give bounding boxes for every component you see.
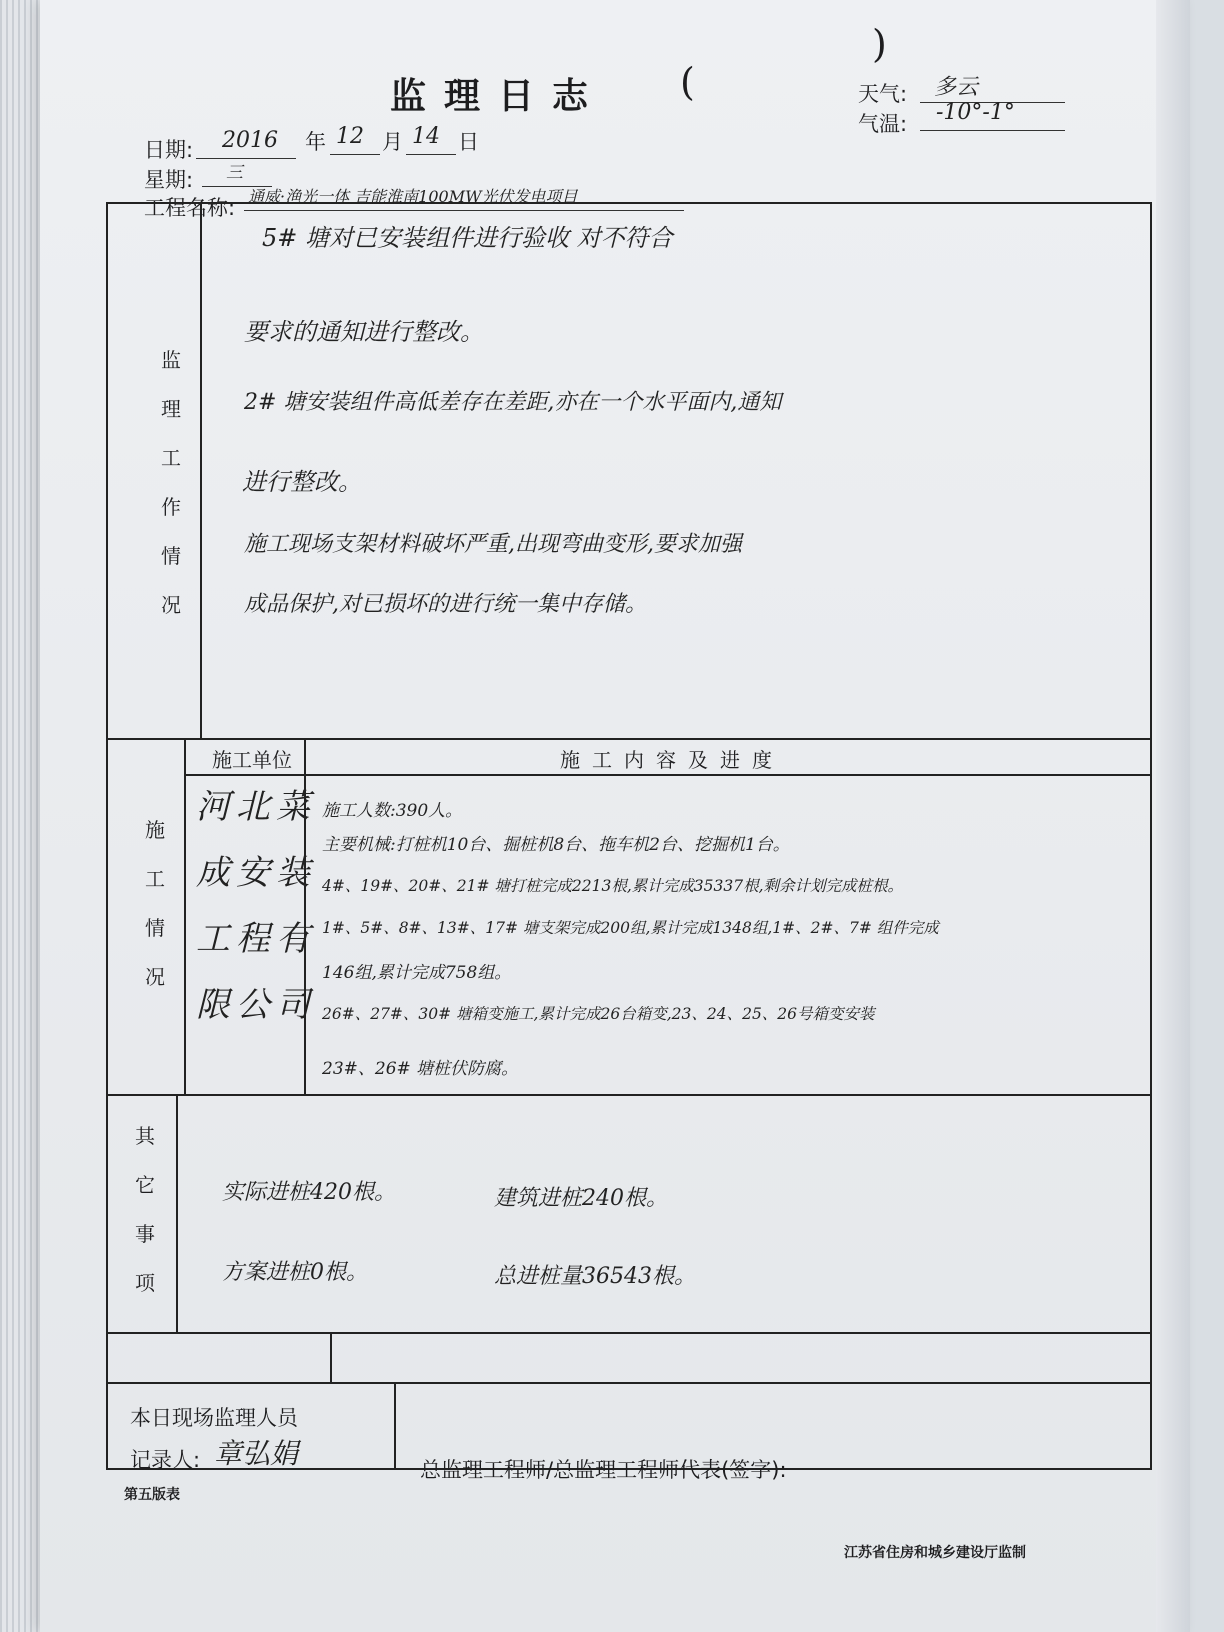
- rule-staff-col: [330, 1332, 332, 1382]
- work-section-label: [156, 336, 186, 630]
- work-line: 2# 塘安装组件高低差存在差距,亦在一个水平面内,通知: [244, 390, 782, 415]
- temp-value: -10°-1°: [936, 100, 1015, 125]
- recorder-label: 记录人:: [130, 1448, 201, 1472]
- contractor-line: 工程有: [196, 919, 316, 959]
- page-stack-edge: [0, 0, 40, 1632]
- date-day-unit: 日: [458, 130, 479, 154]
- progress-line: 23#、26# 塘桩伏防腐。: [322, 1059, 519, 1079]
- rule-other-bottom: [108, 1332, 1150, 1334]
- date-day: 14: [412, 124, 440, 149]
- staff-label: 本日现场监理人员: [130, 1406, 298, 1430]
- rule-construction-bottom: [108, 1094, 1150, 1096]
- work-line: 施工现场支架材料破坏严重,出现弯曲变形,要求加强: [244, 532, 742, 557]
- rule-recorder-col: [394, 1382, 396, 1468]
- rule-construction-head: [184, 774, 1150, 776]
- issuer-note: 江苏省住房和城乡建设厅监制: [844, 1545, 1026, 1561]
- date-month: 12: [336, 124, 364, 149]
- other-item: 方案进桩0根。: [222, 1260, 368, 1285]
- date-year: 2016: [222, 128, 278, 153]
- other-section-label: [130, 1112, 160, 1308]
- work-line: 成品保护,对已损坏的进行统一集中存储。: [244, 592, 647, 617]
- contractor-line: 限公司: [196, 985, 316, 1025]
- progress-column-header: 施工内容及进度: [560, 748, 784, 772]
- work-line: 5# 塘对已安装组件进行验收 对不符合: [262, 224, 673, 252]
- page-title: 监理日志: [390, 75, 607, 117]
- other-item: 实际进桩420根。: [222, 1180, 396, 1205]
- project-label: 工程名称:: [144, 196, 236, 220]
- unit-column-header: 施工单位: [212, 748, 292, 772]
- weather-value: 多云: [934, 75, 979, 100]
- recorder-signature: 章弘娟: [214, 1437, 299, 1470]
- project-value: 通威·渔光一体 吉能淮南100MW光伏发电项目: [248, 187, 578, 206]
- weekday-value: 三: [226, 163, 243, 183]
- contractor-line: 河北菜: [196, 787, 316, 827]
- progress-line: 4#、19#、20#、21# 塘打桩完成2213根,累计完成35337根,剩余计划完成桩根。: [322, 877, 904, 895]
- chief-engineer-label: 总监理工程师/总监理工程师代表(签字):: [420, 1458, 787, 1482]
- progress-line: 1#、5#、8#、13#、17# 塘支架完成200组,累计完成1348组,1#、2#、7# 组件完成: [322, 919, 939, 937]
- rule-work-bottom: [108, 738, 1150, 740]
- work-section-label-text: 监理工作情况: [161, 348, 181, 617]
- temp-label: 气温:: [858, 112, 908, 136]
- rule-construction-label-col: [184, 738, 186, 1094]
- other-section-label-text: 其它事项: [135, 1124, 155, 1295]
- progress-line: 施工人数:390人。: [322, 801, 463, 821]
- title-paren-close: ): [872, 22, 887, 66]
- progress-line: 146组,累计完成758组。: [322, 963, 512, 983]
- page-binding-shadow: [1156, 0, 1190, 1632]
- progress-line: 主要机械:打桩机10台、掘桩机8台、拖车机2台、挖掘机1台。: [322, 835, 790, 855]
- weekday-label: 星期:: [144, 168, 194, 192]
- other-item: 建筑进桩240根。: [494, 1186, 668, 1211]
- rule-staff-bottom: [108, 1382, 1150, 1384]
- edition-note: 第五版表: [124, 1487, 180, 1503]
- title-paren-open: (: [680, 60, 695, 104]
- date-year-unit: 年: [305, 130, 326, 154]
- rule-work-label-col: [200, 204, 202, 738]
- work-line: 进行整改。: [242, 468, 362, 496]
- construction-section-label-text: 施工情况: [145, 818, 165, 989]
- work-line: 要求的通知进行整改。: [244, 318, 484, 346]
- progress-line: 26#、27#、30# 塘箱变施工,累计完成26台箱变,23、24、25、26号箱变安装: [322, 1005, 875, 1023]
- contractor-line: 成安装: [196, 853, 316, 893]
- other-item: 总进桩量36543根。: [494, 1264, 696, 1289]
- date-month-unit: 月: [382, 130, 403, 154]
- construction-section-label: [140, 806, 170, 1002]
- weather-label: 天气:: [858, 82, 908, 106]
- rule-other-label-col: [176, 1094, 178, 1332]
- date-label: 日期:: [144, 138, 194, 162]
